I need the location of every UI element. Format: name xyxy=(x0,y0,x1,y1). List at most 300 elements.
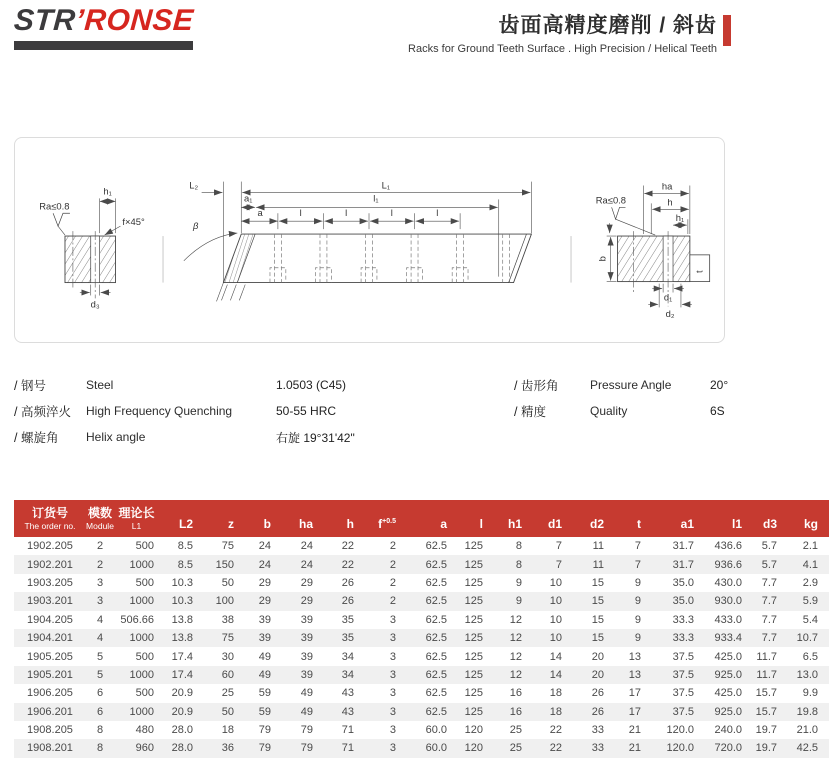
data-cell: 29 xyxy=(258,595,271,608)
spec-value: 右旋 19°31'42" xyxy=(276,430,355,445)
data-cell: 9 xyxy=(634,632,641,645)
data-cell: 62.5 xyxy=(425,576,447,589)
data-cell: 8 xyxy=(96,724,104,737)
order-no-cell: 1906.201 xyxy=(27,705,73,718)
data-cell: 17 xyxy=(628,687,641,700)
data-cell: 29 xyxy=(300,576,313,589)
data-cell: 62.5 xyxy=(425,540,447,553)
order-no-cell: 1905.201 xyxy=(27,668,73,681)
product-table xyxy=(14,500,829,758)
data-cell: 34 xyxy=(341,650,354,663)
col-header-order-zh: 订货号 xyxy=(31,505,68,520)
data-cell: 20.9 xyxy=(171,687,193,700)
data-cell: 33 xyxy=(591,724,604,737)
data-cell: 19.7 xyxy=(755,742,777,755)
data-cell: 7.7 xyxy=(761,576,777,589)
brand-logo-text xyxy=(13,4,195,38)
data-cell: 3 xyxy=(389,724,396,737)
table-row xyxy=(14,721,829,739)
data-cell: 125 xyxy=(464,650,483,663)
data-cell: 24 xyxy=(258,540,271,553)
data-cell: 7.7 xyxy=(761,595,777,608)
data-cell: 933.4 xyxy=(714,632,742,645)
data-cell: 8 xyxy=(515,540,522,553)
data-cell: 12 xyxy=(509,613,522,626)
data-cell: 1000 xyxy=(129,595,154,608)
order-no-cell: 1904.205 xyxy=(27,613,73,626)
data-cell: 60.0 xyxy=(425,724,447,737)
data-cell: 11.7 xyxy=(756,650,777,663)
data-cell: 60.0 xyxy=(425,742,447,755)
data-cell: 8 xyxy=(515,558,522,571)
data-cell: 120.0 xyxy=(666,742,694,755)
data-cell: 62.5 xyxy=(425,668,447,681)
page-title-zh: 齿面高精度磨削 / 斜齿 xyxy=(498,14,717,37)
data-cell: 6 xyxy=(96,687,104,700)
dim-label-l: l xyxy=(436,207,439,219)
dim-label-l: l xyxy=(299,207,302,219)
data-cell: 13.8 xyxy=(171,632,193,645)
table-row xyxy=(14,574,829,592)
col-header-order-en: The order no. xyxy=(24,520,76,531)
data-cell: 25 xyxy=(221,687,234,700)
data-cell: 79 xyxy=(300,724,313,737)
data-cell: 12 xyxy=(509,650,522,663)
spec-value: 6S xyxy=(710,404,725,418)
data-cell: 43 xyxy=(341,705,354,718)
dim-label-h1: h₁ xyxy=(103,185,112,197)
dim-label-L2: L₂ xyxy=(189,179,199,191)
dim-label-h: h xyxy=(667,196,673,208)
data-cell: 35 xyxy=(341,613,354,626)
data-cell: 125 xyxy=(464,595,483,608)
data-cell: 2.9 xyxy=(802,576,818,589)
table-header-row xyxy=(14,500,829,537)
table-row xyxy=(14,537,829,555)
order-no-cell: 1906.205 xyxy=(27,687,73,700)
data-cell: 62.5 xyxy=(425,558,447,571)
data-cell: 71 xyxy=(341,724,354,737)
data-cell: 43 xyxy=(341,687,354,700)
data-cell: 33 xyxy=(591,742,604,755)
col-header-z: z xyxy=(198,500,239,537)
data-cell: 50 xyxy=(221,705,234,718)
data-cell: 3 xyxy=(96,595,104,608)
data-cell: 10 xyxy=(549,613,562,626)
data-cell: 3 xyxy=(389,687,396,700)
data-cell: 24 xyxy=(300,540,313,553)
data-cell: 21 xyxy=(628,724,641,737)
data-cell: 120.0 xyxy=(666,724,694,737)
table-row xyxy=(14,629,829,647)
data-cell: 6 xyxy=(96,705,104,718)
technical-drawing-panel xyxy=(14,137,725,343)
col-header-order-no xyxy=(14,500,86,537)
angle-label-beta: β xyxy=(193,220,199,232)
data-cell: 500 xyxy=(135,687,154,700)
data-cell: 10 xyxy=(549,576,562,589)
data-cell: 36 xyxy=(221,742,234,755)
data-cell: 50 xyxy=(221,576,234,589)
data-cell: 17.4 xyxy=(171,650,193,663)
dim-label-l1: l₁ xyxy=(373,192,379,204)
dim-label-L1: L₁ xyxy=(381,179,391,191)
data-cell: 7 xyxy=(555,558,562,571)
page-titles xyxy=(408,9,717,55)
data-cell: 79 xyxy=(258,724,271,737)
data-cell: 500 xyxy=(135,650,154,663)
spec-label-en: Pressure Angle xyxy=(590,378,672,392)
spec-label-zh: / 高频淬火 xyxy=(14,405,71,419)
data-cell: 30 xyxy=(221,650,234,663)
data-cell: 18 xyxy=(221,724,234,737)
data-cell: 100 xyxy=(215,595,234,608)
data-cell: 10.3 xyxy=(171,595,193,608)
technical-drawing xyxy=(15,138,724,342)
data-cell: 9.9 xyxy=(802,687,818,700)
data-cell: 125 xyxy=(464,558,483,571)
data-cell: 20 xyxy=(591,668,604,681)
data-cell: 9 xyxy=(634,595,641,608)
col-header-length-L1 xyxy=(114,500,159,537)
data-cell: 22 xyxy=(341,558,354,571)
data-cell: 29 xyxy=(258,576,271,589)
order-no-cell: 1902.205 xyxy=(27,540,73,553)
data-cell: 150 xyxy=(215,558,234,571)
dim-label-l: l xyxy=(345,207,348,219)
dim-label-f45: f×45° xyxy=(122,216,145,228)
right-section-view xyxy=(596,180,710,319)
dim-label-b: b xyxy=(596,256,608,262)
data-cell: 425.0 xyxy=(714,687,742,700)
data-cell: 34 xyxy=(341,668,354,681)
data-cell: 39 xyxy=(300,632,313,645)
data-cell: 18 xyxy=(549,705,562,718)
data-cell: 720.0 xyxy=(714,742,742,755)
data-cell: 3 xyxy=(96,576,104,589)
data-cell: 62.5 xyxy=(425,613,447,626)
product-table-section xyxy=(14,500,818,758)
data-cell: 19.7 xyxy=(755,724,777,737)
dim-label-l: l xyxy=(390,207,393,219)
data-cell: 5 xyxy=(96,650,104,663)
dim-label-h1: h₁ xyxy=(675,212,685,224)
data-cell: 480 xyxy=(135,724,154,737)
data-cell: 59 xyxy=(258,705,271,718)
data-cell: 37.5 xyxy=(672,705,694,718)
data-cell: 8.5 xyxy=(177,540,193,553)
data-cell: 125 xyxy=(464,705,483,718)
data-cell: 29 xyxy=(300,595,313,608)
dim-label-a: a xyxy=(257,207,263,219)
data-cell: 3 xyxy=(389,650,396,663)
data-cell: 75 xyxy=(221,540,234,553)
data-cell: 62.5 xyxy=(425,687,447,700)
data-cell: 4.1 xyxy=(802,558,818,571)
data-cell: 6.5 xyxy=(802,650,818,663)
data-cell: 22 xyxy=(341,540,354,553)
data-cell: 11 xyxy=(592,558,604,571)
table-row xyxy=(14,592,829,610)
data-cell: 35.0 xyxy=(672,595,694,608)
col-header-h: h xyxy=(322,500,363,537)
dim-label-t: t xyxy=(693,270,705,273)
data-cell: 24 xyxy=(258,558,271,571)
data-cell: 2 xyxy=(96,540,104,553)
data-cell: 60 xyxy=(221,668,234,681)
data-cell: 35 xyxy=(341,632,354,645)
data-cell: 5.9 xyxy=(802,595,818,608)
data-cell: 500 xyxy=(135,540,154,553)
data-cell: 21 xyxy=(628,742,641,755)
data-cell: 925.0 xyxy=(714,668,742,681)
data-cell: 26 xyxy=(591,705,604,718)
data-cell: 9 xyxy=(515,595,522,608)
spec-label-zh: / 齿形角 xyxy=(514,379,559,393)
data-cell: 62.5 xyxy=(425,595,447,608)
data-cell: 7 xyxy=(555,540,562,553)
data-cell: 21.0 xyxy=(796,724,818,737)
table-row xyxy=(14,666,829,684)
data-cell: 5.4 xyxy=(802,613,818,626)
spec-label-zh: / 钢号 xyxy=(14,379,46,393)
dim-label-d1: d₁ xyxy=(663,291,673,303)
col-header-ha: ha xyxy=(280,500,322,537)
col-header-kg: kg xyxy=(782,500,829,537)
table-body xyxy=(14,537,829,758)
data-cell: 15 xyxy=(591,632,604,645)
data-cell: 10.7 xyxy=(796,632,818,645)
data-cell: 20.9 xyxy=(171,705,193,718)
data-cell: 1000 xyxy=(129,558,154,571)
logo-str: STR xyxy=(12,4,77,37)
data-cell: 11.7 xyxy=(756,668,777,681)
data-cell: 24 xyxy=(300,558,313,571)
data-cell: 42.5 xyxy=(796,742,818,755)
data-cell: 62.5 xyxy=(425,632,447,645)
data-cell: 925.0 xyxy=(714,705,742,718)
data-cell: 15.7 xyxy=(755,687,777,700)
data-cell: 1000 xyxy=(129,705,154,718)
data-cell: 4 xyxy=(96,613,104,626)
data-cell: 7 xyxy=(634,540,641,553)
col-header-a: a xyxy=(405,500,452,537)
data-cell: 10 xyxy=(549,632,562,645)
surface-finish-label: Ra≤0.8 xyxy=(39,200,70,212)
data-cell: 125 xyxy=(464,576,483,589)
spec-row-quenching xyxy=(14,398,454,424)
data-cell: 1000 xyxy=(129,668,154,681)
data-cell: 433.0 xyxy=(714,613,742,626)
data-cell: 71 xyxy=(341,742,354,755)
data-cell: 20 xyxy=(591,650,604,663)
spec-value: 20° xyxy=(710,378,729,392)
data-cell: 16 xyxy=(509,687,522,700)
data-cell: 39 xyxy=(258,632,271,645)
data-cell: 2 xyxy=(96,558,104,571)
col-header-t: t xyxy=(609,500,646,537)
specs-section xyxy=(14,372,727,467)
data-cell: 11 xyxy=(592,540,604,553)
data-cell: 9 xyxy=(634,576,641,589)
data-cell: 26 xyxy=(341,576,354,589)
data-cell: 9 xyxy=(634,613,641,626)
data-cell: 33.3 xyxy=(672,632,694,645)
specs-left-column xyxy=(14,372,454,450)
data-cell: 18 xyxy=(549,687,562,700)
col-header-a1: a1 xyxy=(646,500,699,537)
data-cell: 125 xyxy=(464,687,483,700)
data-cell: 3 xyxy=(389,742,396,755)
spec-row-helix-angle xyxy=(14,424,454,450)
data-cell: 28.0 xyxy=(171,724,193,737)
data-cell: 12 xyxy=(509,668,522,681)
spec-label-en: High Frequency Quenching xyxy=(86,404,233,418)
data-cell: 3 xyxy=(389,613,396,626)
data-cell: 2 xyxy=(389,595,396,608)
order-no-cell: 1903.201 xyxy=(27,595,73,608)
data-cell: 13 xyxy=(628,650,641,663)
data-cell: 5.7 xyxy=(761,558,777,571)
data-cell: 3 xyxy=(389,705,396,718)
data-cell: 120 xyxy=(464,724,483,737)
data-cell: 39 xyxy=(258,613,271,626)
table-row xyxy=(14,611,829,629)
table-row xyxy=(14,703,829,721)
page-title-en: Racks for Ground Teeth Surface . High Precision / Helical Teeth xyxy=(408,43,717,55)
data-cell: 28.0 xyxy=(171,742,193,755)
brand-logo xyxy=(14,4,194,50)
data-cell: 125 xyxy=(464,540,483,553)
col-header-L2: L2 xyxy=(159,500,198,537)
spec-label-en: Quality xyxy=(590,404,628,418)
spec-label-zh: / 螺旋角 xyxy=(14,431,59,445)
col-header-module-zh: 模数 xyxy=(87,505,112,520)
data-cell: 38 xyxy=(221,613,234,626)
table-row xyxy=(14,647,829,665)
data-cell: 425.0 xyxy=(714,650,742,663)
data-cell: 35.0 xyxy=(672,576,694,589)
data-cell: 49 xyxy=(258,650,271,663)
spec-label-en: Helix angle xyxy=(86,430,146,444)
data-cell: 240.0 xyxy=(714,724,742,737)
data-cell: 62.5 xyxy=(425,705,447,718)
data-cell: 7 xyxy=(634,558,641,571)
data-cell: 79 xyxy=(300,742,313,755)
data-cell: 62.5 xyxy=(425,650,447,663)
mounting-holes xyxy=(270,213,510,282)
col-header-h1: h1 xyxy=(488,500,527,537)
data-cell: 13.0 xyxy=(796,668,818,681)
data-cell: 125 xyxy=(464,668,483,681)
data-cell: 49 xyxy=(300,705,313,718)
table-row xyxy=(14,555,829,573)
data-cell: 13.8 xyxy=(171,613,193,626)
spec-value: 50-55 HRC xyxy=(276,404,337,418)
data-cell: 1000 xyxy=(129,632,154,645)
col-header-d3: d3 xyxy=(747,500,782,537)
col-header-length-zh: 理论长 xyxy=(118,505,155,520)
left-section-view xyxy=(39,185,145,309)
data-cell: 49 xyxy=(258,668,271,681)
rack-top-view xyxy=(184,180,532,302)
data-cell: 13 xyxy=(628,668,641,681)
data-cell: 500 xyxy=(135,576,154,589)
data-cell: 39 xyxy=(300,668,313,681)
logo-ronse: ’RONSE xyxy=(74,4,195,37)
data-cell: 31.7 xyxy=(672,540,694,553)
dim-label-a1: a₁ xyxy=(243,192,253,204)
data-cell: 14 xyxy=(549,650,562,663)
data-cell: 19.8 xyxy=(796,705,818,718)
data-cell: 39 xyxy=(300,650,313,663)
data-cell: 59 xyxy=(258,687,271,700)
spec-label-zh: / 精度 xyxy=(514,405,546,419)
order-no-cell: 1905.205 xyxy=(27,650,73,663)
spec-label-en: Steel xyxy=(86,378,114,392)
data-cell: 4 xyxy=(96,632,104,645)
col-header-length-en: L1 xyxy=(131,520,142,531)
order-no-cell: 1903.205 xyxy=(27,576,73,589)
data-cell: 25 xyxy=(509,742,522,755)
data-cell: 17.4 xyxy=(171,668,193,681)
order-no-cell: 1904.201 xyxy=(27,632,73,645)
col-header-b: b xyxy=(239,500,280,537)
data-cell: 22 xyxy=(549,742,562,755)
data-cell: 39 xyxy=(300,613,313,626)
data-cell: 15 xyxy=(591,576,604,589)
data-cell: 960 xyxy=(135,742,154,755)
logo-underline xyxy=(14,41,193,50)
data-cell: 3 xyxy=(389,632,396,645)
data-cell: 125 xyxy=(464,632,483,645)
dim-label-d3: d₃ xyxy=(90,298,100,310)
data-cell: 930.0 xyxy=(714,595,742,608)
data-cell: 2 xyxy=(389,540,396,553)
col-header-d1: d1 xyxy=(527,500,567,537)
data-cell: 2 xyxy=(389,576,396,589)
data-cell: 430.0 xyxy=(714,576,742,589)
data-cell: 37.5 xyxy=(672,650,694,663)
data-cell: 5.7 xyxy=(761,540,777,553)
data-cell: 436.6 xyxy=(714,540,742,553)
data-cell: 79 xyxy=(258,742,271,755)
data-cell: 25 xyxy=(509,724,522,737)
data-cell: 15.7 xyxy=(755,705,777,718)
data-cell: 14 xyxy=(549,668,562,681)
data-cell: 22 xyxy=(549,724,562,737)
data-cell: 37.5 xyxy=(672,668,694,681)
data-cell: 31.7 xyxy=(672,558,694,571)
data-cell: 120 xyxy=(464,742,483,755)
surface-finish-label: Ra≤0.8 xyxy=(595,194,627,206)
data-cell: 26 xyxy=(341,595,354,608)
data-cell: 506.66 xyxy=(120,613,154,626)
order-no-cell: 1908.201 xyxy=(27,742,73,755)
data-cell: 7.7 xyxy=(761,632,777,645)
data-cell: 33.3 xyxy=(672,613,694,626)
table-row xyxy=(14,739,829,757)
table-row xyxy=(14,684,829,702)
data-cell: 10 xyxy=(549,595,562,608)
data-cell: 2.1 xyxy=(802,540,818,553)
dim-label-ha: ha xyxy=(661,180,673,192)
data-cell: 12 xyxy=(509,632,522,645)
spec-row-steel xyxy=(14,372,454,398)
data-cell: 7.7 xyxy=(761,613,777,626)
data-cell: 17 xyxy=(628,705,641,718)
col-header-module-en: Module xyxy=(86,520,114,531)
